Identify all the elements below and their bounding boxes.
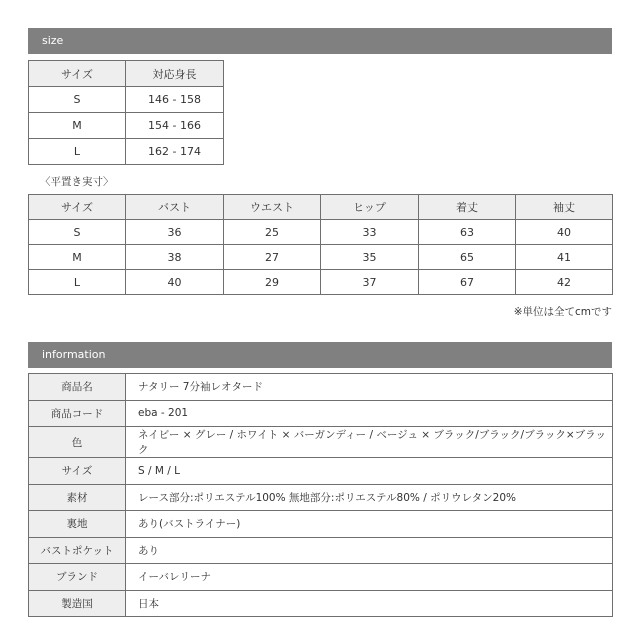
- info-value: eba - 201: [126, 400, 613, 427]
- table-header-cell: 袖丈: [516, 195, 613, 220]
- unit-note: ※単位は全てcmです: [513, 306, 612, 318]
- info-value: 日本: [126, 590, 613, 617]
- table-row: [29, 87, 224, 113]
- table-header-cell: 着丈: [419, 195, 516, 220]
- table-row: [29, 220, 613, 245]
- size-section-title: size: [42, 34, 64, 47]
- info-label: 色: [29, 427, 126, 458]
- table-cell: 65: [419, 245, 516, 270]
- table-row: [29, 374, 613, 401]
- flat-measure-label: 〈平置き実寸〉: [40, 176, 114, 188]
- table-cell: 67: [419, 270, 516, 295]
- info-label: 製造国: [29, 590, 126, 617]
- table-row: [29, 511, 613, 538]
- info-value: S / M / L: [126, 458, 613, 485]
- table-cell: 154 - 166: [126, 113, 224, 139]
- table-row: [29, 113, 224, 139]
- info-label: 素材: [29, 484, 126, 511]
- info-value: レース部分:ポリエステル100% 無地部分:ポリエステル80% / ポリウレタン20%: [126, 484, 613, 511]
- table-cell: 41: [516, 245, 613, 270]
- table-cell: 36: [126, 220, 224, 245]
- info-label: 裏地: [29, 511, 126, 538]
- table-cell: L: [29, 139, 126, 165]
- table-cell: 40: [516, 220, 613, 245]
- table-cell: 37: [321, 270, 419, 295]
- table-cell: 38: [126, 245, 224, 270]
- size-height-table: [28, 60, 224, 165]
- table-header-row: [29, 61, 224, 87]
- table-cell: 27: [224, 245, 321, 270]
- info-value: イーバレリーナ: [126, 564, 613, 591]
- table-cell: M: [29, 113, 126, 139]
- table-row: [29, 590, 613, 617]
- table-cell: S: [29, 220, 126, 245]
- table-row: [29, 564, 613, 591]
- table-header-row: [29, 195, 613, 220]
- table-header-cell: サイズ: [29, 61, 126, 87]
- table-cell: S: [29, 87, 126, 113]
- table-header-cell: サイズ: [29, 195, 126, 220]
- info-value: あり: [126, 537, 613, 564]
- size-section-header: [28, 28, 612, 54]
- info-section-header: [28, 342, 612, 368]
- table-cell: 35: [321, 245, 419, 270]
- table-cell: L: [29, 270, 126, 295]
- table-cell: 25: [224, 220, 321, 245]
- table-row: [29, 270, 613, 295]
- table-cell: 33: [321, 220, 419, 245]
- table-header-cell: バスト: [126, 195, 224, 220]
- info-value: ネイビー × グレー / ホワイト × バーガンディー / ベージュ × ブラック/ブラック/ブラック×ブラック: [126, 427, 613, 458]
- info-label: 商品名: [29, 374, 126, 401]
- info-label: バストポケット: [29, 537, 126, 564]
- table-row: [29, 458, 613, 485]
- information-table: [28, 373, 613, 617]
- table-cell: 40: [126, 270, 224, 295]
- table-row: [29, 245, 613, 270]
- table-header-cell: 対応身長: [126, 61, 224, 87]
- table-header-cell: ヒップ: [321, 195, 419, 220]
- info-section-title: information: [42, 348, 106, 361]
- table-cell: 63: [419, 220, 516, 245]
- table-cell: 162 - 174: [126, 139, 224, 165]
- table-row: [29, 537, 613, 564]
- info-label: 商品コード: [29, 400, 126, 427]
- table-row: [29, 139, 224, 165]
- table-cell: 42: [516, 270, 613, 295]
- table-row: [29, 400, 613, 427]
- table-cell: 146 - 158: [126, 87, 224, 113]
- info-value: ナタリー 7分袖レオタード: [126, 374, 613, 401]
- info-label: サイズ: [29, 458, 126, 485]
- table-row: [29, 484, 613, 511]
- table-cell: 29: [224, 270, 321, 295]
- info-label: ブランド: [29, 564, 126, 591]
- info-value: あり(バストライナー): [126, 511, 613, 538]
- table-row: [29, 427, 613, 458]
- table-header-cell: ウエスト: [224, 195, 321, 220]
- table-cell: M: [29, 245, 126, 270]
- measurement-table: [28, 194, 613, 295]
